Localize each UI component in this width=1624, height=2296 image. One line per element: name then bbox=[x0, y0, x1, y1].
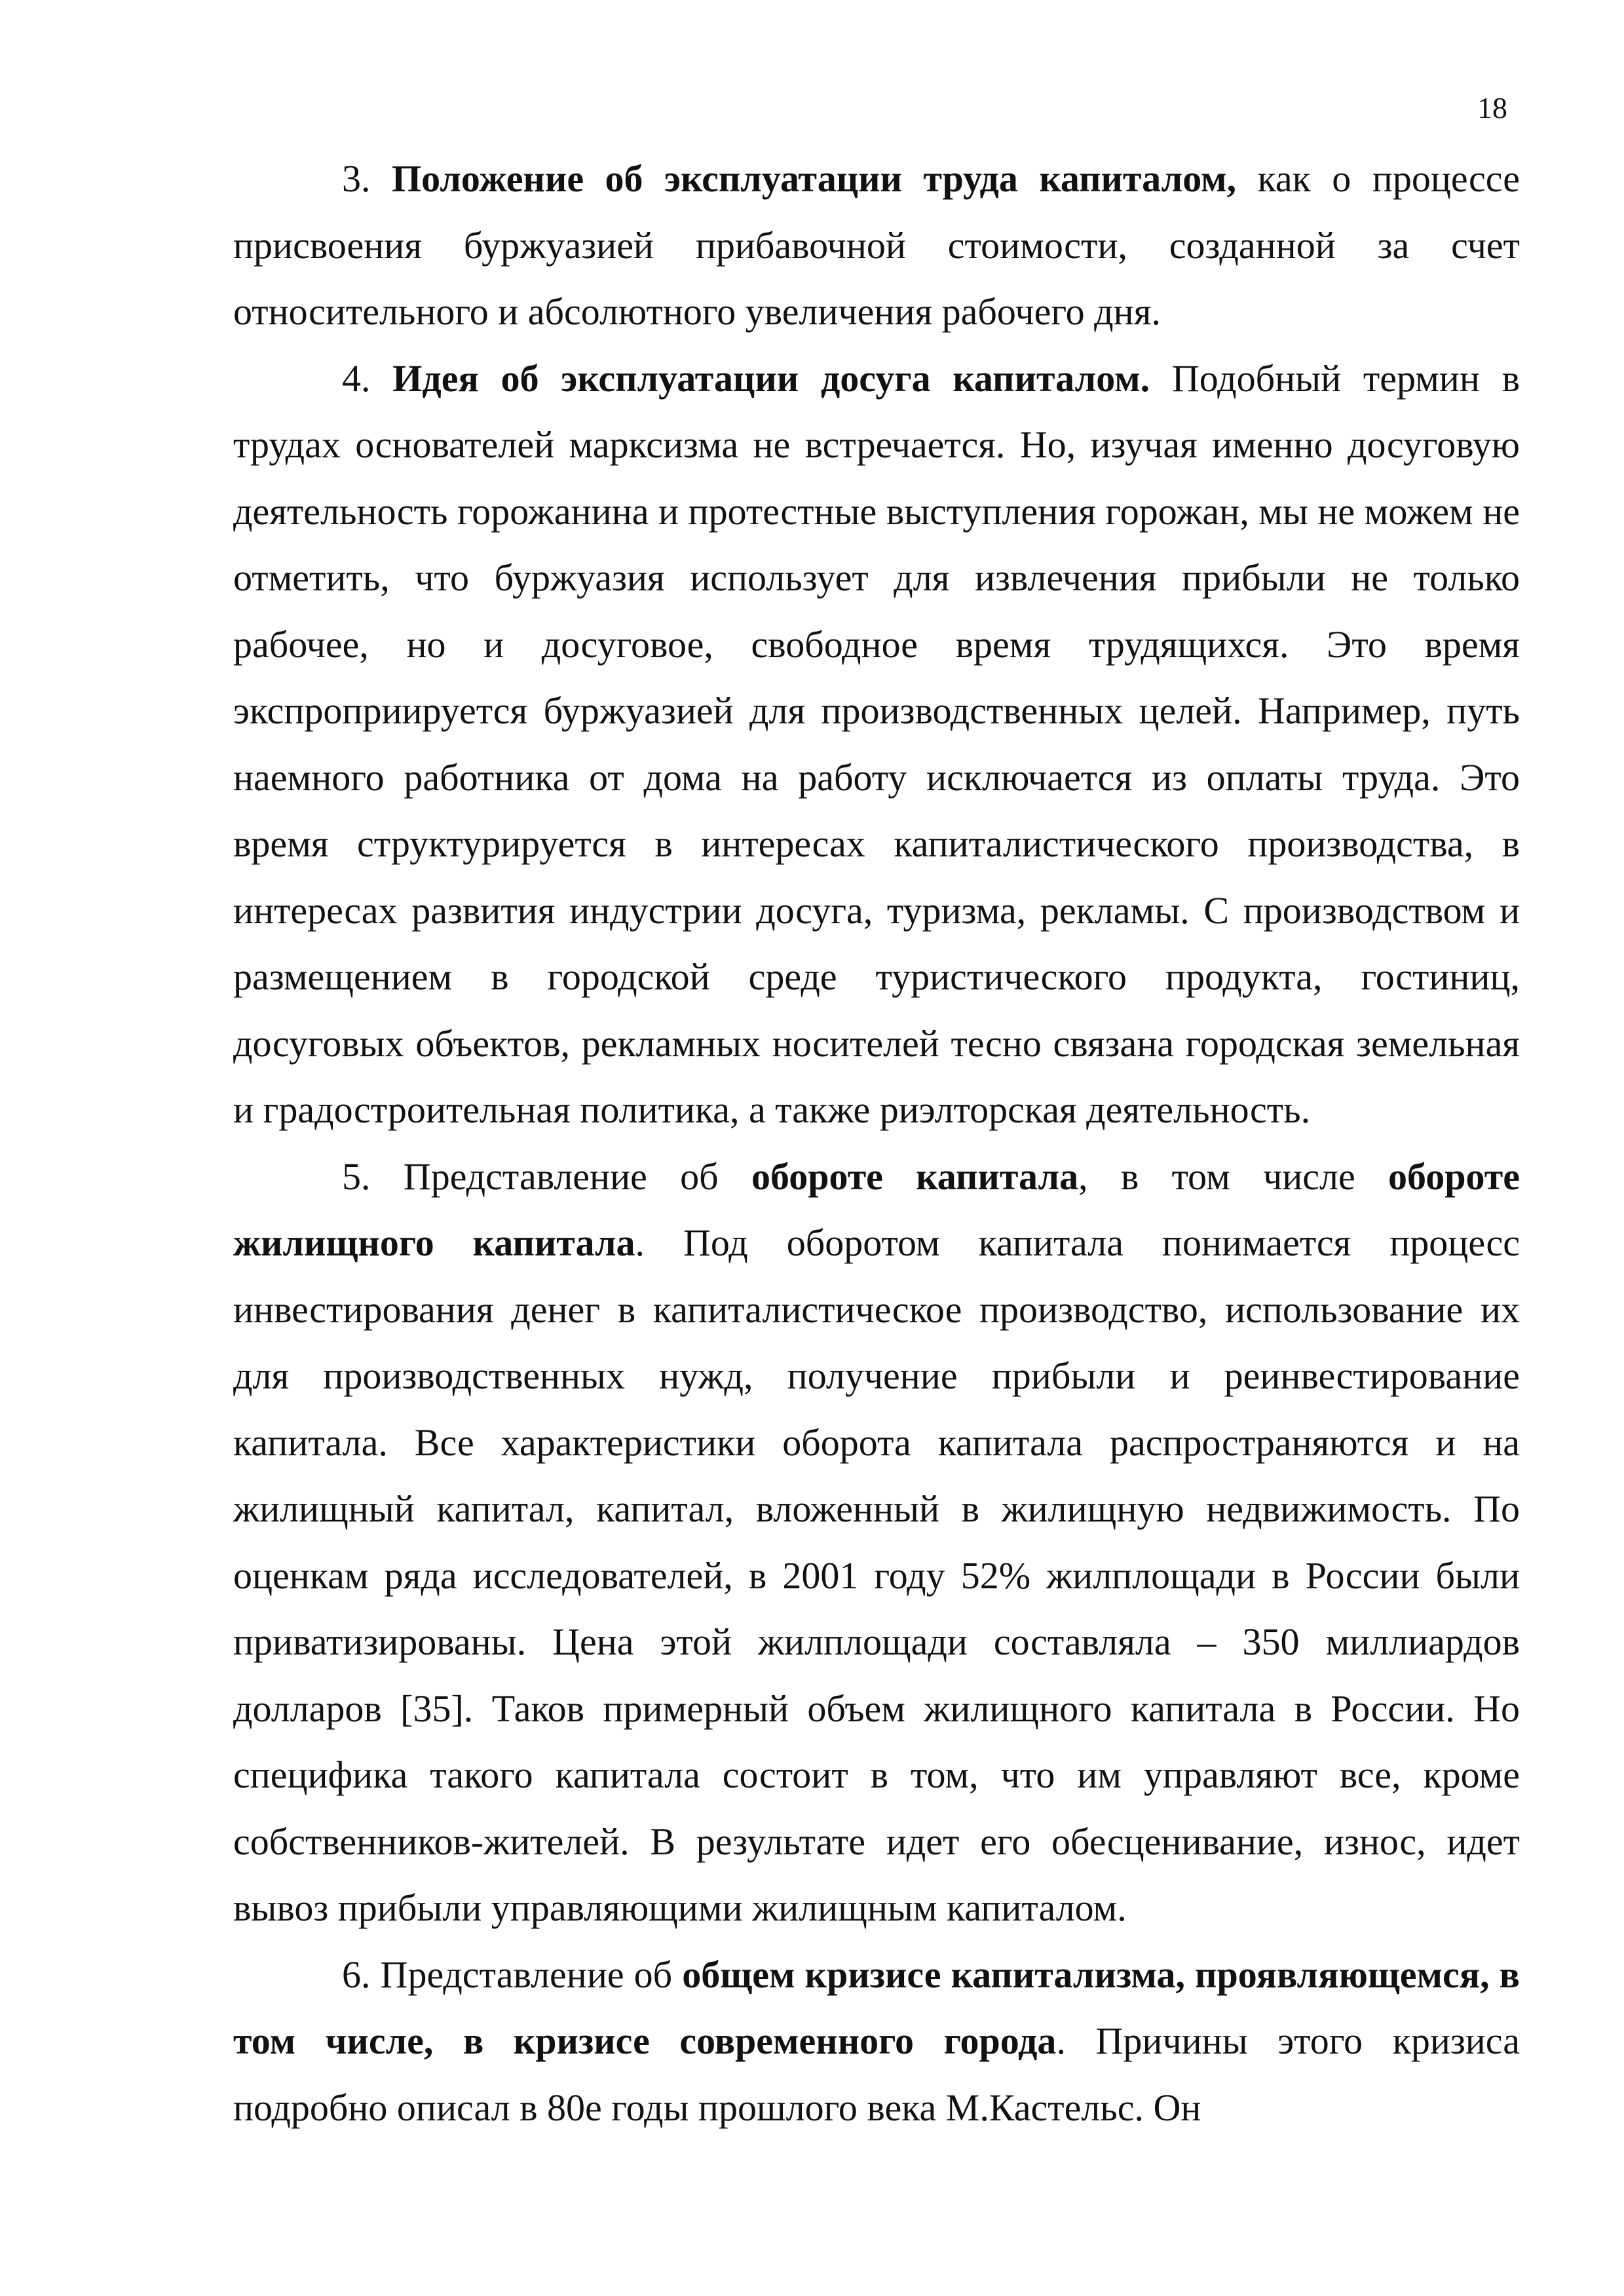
paragraph-5-bold-term-1: обороте капитала bbox=[751, 1155, 1079, 1198]
page-number: 18 bbox=[1477, 91, 1507, 124]
body-text bbox=[233, 145, 1520, 2141]
paragraph-4 bbox=[233, 345, 1520, 1143]
paragraph-6-lead: 6. Представление об bbox=[342, 1953, 683, 1996]
paragraph-3-lead: 3. bbox=[342, 157, 392, 200]
paragraph-3 bbox=[233, 145, 1520, 345]
paragraph-6-text: . Причины этого кризиса подробно описал в 80е годы прошлого века М.Кастельс. Он bbox=[233, 2019, 1520, 2129]
paragraph-5-connector: , в том числе bbox=[1078, 1155, 1389, 1198]
paragraph-6-bold-term: общем кризисе капитализма, проявляющемся, в том числе, в кризисе современного города bbox=[233, 1953, 1520, 2062]
paragraph-4-lead: 4. bbox=[342, 356, 393, 400]
paragraph-4-bold-term: Идея об эксплуатации досуга капиталом. bbox=[392, 356, 1150, 400]
paragraph-3-bold-term: Положение об эксплуатации труда капиталом, bbox=[392, 157, 1237, 200]
paragraph-5-bold-term-2: обороте жилищного капитала bbox=[233, 1155, 1520, 1264]
paragraph-5-text: . Под оборотом капитала понимается процесс инвестирования денег в капиталистическое производство, использование их для производственных нужд, получение прибыли и реинвестирование капитала. Все характеристики оборота капитала распространяются и на жилищный капитал, капитал, вложенный в жилищную недвижимость. По оценкам ряда исследователей, в 2001 году 52% жилплощади в России были приватизированы. Цена этой жилплощади составляла – 350 миллиардов долларов [35]. Таков примерный объем жилищного капитала в России. Но специфика такого капитала состоит в том, что им управляют все, кроме собственников-жителей. В результате идет его обесценивание, износ, идет вывоз прибыли управляющими жилищным капиталом. bbox=[233, 1221, 1520, 1929]
paragraph-5 bbox=[233, 1143, 1520, 1942]
paragraph-3-text: как о процессе присвоения буржуазией прибавочной стоимости, созданной за счет относительного и абсолютного увеличения рабочего дня. bbox=[233, 157, 1520, 333]
paragraph-6 bbox=[233, 1942, 1520, 2141]
paragraph-4-text: Подобный термин в трудах основателей марксизма не встречается. Но, изучая именно досуговую деятельность горожанина и протестные выступления горожан, мы не можем не отметить, что буржуазия использует для извлечения прибыли не только рабочее, но и досуговое, свободное время трудящихся. Это время экспроприируется буржуазией для производственных целей. Например, путь наемного работника от дома на работу исключается из оплаты труда. Это время структурируется в интересах капиталистического производства, в интересах развития индустрии досуга, туризма, рекламы. С производством и размещением в городской среде туристического продукта, гостиниц, досуговых объектов, рекламных носителей тесно связана городская земельная и градостроительная политика, а также риэлторская деятельность. bbox=[233, 356, 1520, 1131]
paragraph-5-lead: 5. Представление об bbox=[342, 1155, 751, 1198]
